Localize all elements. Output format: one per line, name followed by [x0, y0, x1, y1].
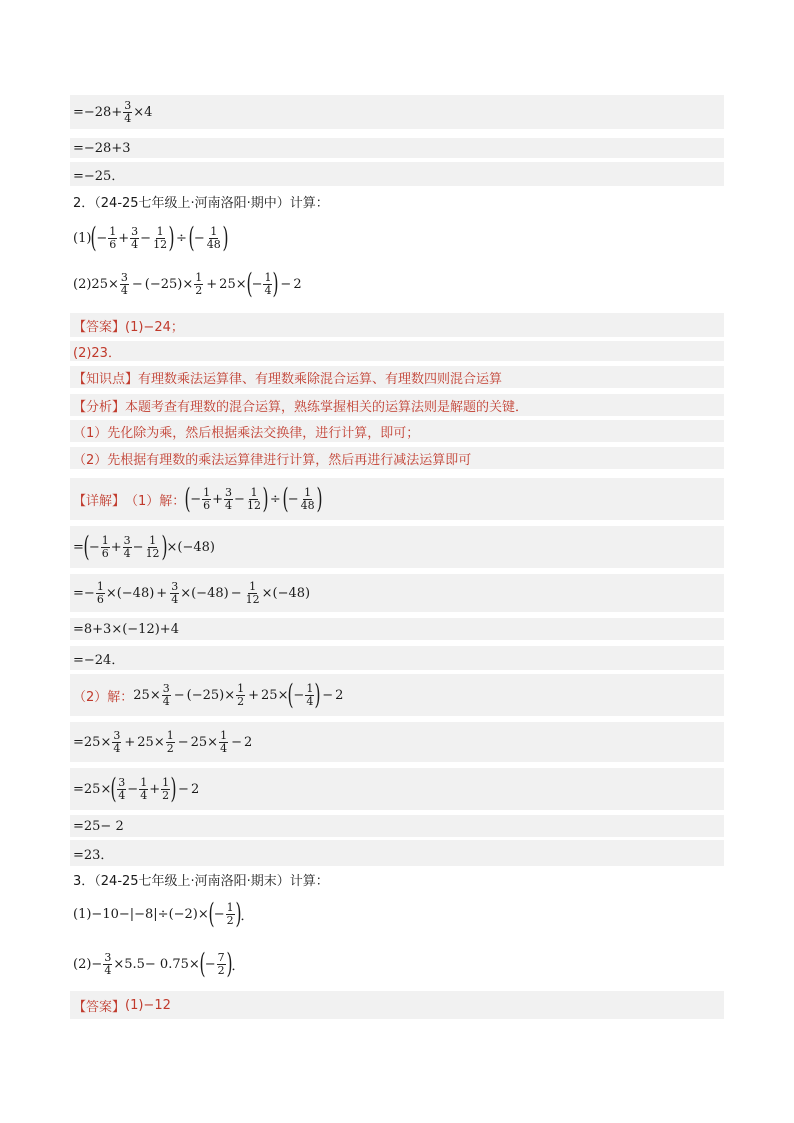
analysis-step-2: （2）先根据有理数的乘法运算律进行计算，然后再进行减法运算即可 — [70, 447, 724, 469]
answer-line: 【答案】 (1)−24； — [70, 313, 724, 337]
math-expression: 25 × $\frac{3}{4}$ − (−25) × $\frac{1}{2}$ + 25 × ( − $\frac{1}{4}$ ) − 2 — [133, 678, 344, 711]
fraction: $\frac{1}{2}$ — [166, 728, 174, 755]
fraction: $\frac{1}{12}$ — [153, 224, 168, 251]
fraction: $\frac{1}{4}$ — [140, 775, 148, 802]
question-2-header: 2．（24-25七年级上·河南洛阳·期中）计算： — [73, 195, 329, 211]
solution-1-result: =−24． — [70, 646, 724, 670]
fraction: $\frac{1}{12}$ — [145, 533, 160, 560]
solution-1-step-1 — [70, 526, 724, 568]
fraction: $\frac{3}{4}$ — [120, 270, 128, 297]
fraction: $\frac{1}{4}$ — [306, 681, 314, 708]
fraction: $\frac{1}{2}$ — [195, 270, 203, 297]
fraction: $\frac{1}{6}$ — [203, 485, 211, 512]
answer-line-2: (2)23． — [70, 341, 724, 361]
fraction: $\frac{1}{12}$ — [246, 485, 261, 512]
fraction: $\frac{1}{12}$ — [245, 579, 260, 606]
fraction: $\frac{1}{48}$ — [206, 224, 221, 251]
question-3-header: 3．（24-25七年级上·河南洛阳·期末）计算： — [73, 873, 329, 889]
fraction: $\frac{3}{4}$ — [124, 98, 132, 125]
detail-part-2: （2）解： 25 × $\frac{3}{4}$ − (−25) × $\frac{1}{2}$ + 25 × ( − $\frac{1}{4}$ ) − 2 — [70, 674, 724, 716]
knowledge-point: 【知识点】 有理数乘法运算律、有理数乘除混合运算、有理数四则混合运算 — [70, 366, 724, 388]
math-expression: = 25 × ( $\frac{3}{4}$ − $\frac{1}{4}$ + $\frac{1}{2}$ ) − 2 — [73, 772, 200, 805]
solution-1-step-3: =8+3×(−12)+4 — [70, 618, 724, 640]
solution-2-step-3: =25− 2 — [70, 815, 724, 837]
question-2-part-1 — [70, 218, 724, 258]
prev-step-1 — [70, 95, 724, 129]
solution-2-result: =23． — [70, 840, 724, 866]
question-2-part-2 — [70, 264, 724, 304]
fraction: $\frac{3}{4}$ — [113, 728, 121, 755]
detail-part-1: 【详解】 （1）解： ( − $\frac{1}{6}$ + $\frac{3}{4}$ − $\frac{1}{12}$ ) ÷ ( − $\frac{1}{48}$ ) — [70, 478, 724, 520]
math-expression: = 25 × $\frac{3}{4}$ + 25 × $\frac{1}{2}$ − 25 × $\frac{1}{4}$ − 2 — [73, 728, 253, 755]
fraction: $\frac{1}{2}$ — [237, 681, 245, 708]
math-expression: (1) ( − $\frac{1}{6}$ + $\frac{3}{4}$ − $\frac{1}{12}$ ) ÷ ( − $\frac{1}{48}$ ) — [73, 221, 229, 254]
math-expression: (2) 25 × $\frac{3}{4}$ − (−25) × $\frac{1}{2}$ + 25 × ( − $\frac{1}{4}$ ) − 2 — [73, 267, 302, 300]
fraction: $\frac{1}{4}$ — [264, 270, 272, 297]
fraction: $\frac{3}{4}$ — [104, 950, 112, 977]
question-3-part-2 — [70, 944, 724, 984]
fraction: $\frac{1}{4}$ — [220, 728, 228, 755]
fraction: $\frac{1}{48}$ — [300, 485, 315, 512]
fraction: $\frac{7}{2}$ — [217, 950, 225, 977]
analysis: 【分析】 本题考查有理数的混合运算，熟练掌握相关的运算法则是解题的关键． — [70, 394, 724, 416]
prev-step-2: =−28+3 — [70, 138, 724, 158]
question-3-part-1 — [70, 894, 724, 934]
question-3-answer: 【答案】 (1)−12 — [70, 991, 724, 1019]
fraction: $\frac{3}{4}$ — [131, 224, 139, 251]
fraction: $\frac{1}{2}$ — [226, 900, 234, 927]
fraction: $\frac{3}{4}$ — [123, 533, 131, 560]
analysis-step-1: （1）先化除为乘，然后根据乘法交换律，进行计算，即可； — [70, 420, 724, 442]
fraction: $\frac{1}{6}$ — [96, 579, 104, 606]
solution-2-step-1 — [70, 722, 724, 762]
solution-1-step-2 — [70, 574, 724, 612]
fraction: $\frac{1}{6}$ — [101, 533, 109, 560]
solution-2-step-2 — [70, 768, 724, 810]
math-expression: (2) − $\frac{3}{4}$ ×5.5− 0.75× ( − $\frac{7}{2}$ ) ． — [73, 947, 245, 980]
math-expression: =−28+ $\frac{3}{4}$ ×4 — [73, 98, 153, 125]
fraction: $\frac{3}{4}$ — [225, 485, 233, 512]
math-expression: ( − $\frac{1}{6}$ + $\frac{3}{4}$ − $\frac{1}{12}$ ) ÷ ( − $\frac{1}{48}$ ) — [184, 482, 323, 515]
fraction: $\frac{1}{6}$ — [109, 224, 117, 251]
fraction: $\frac{3}{4}$ — [171, 579, 179, 606]
prev-step-3: =−25． — [70, 162, 724, 186]
fraction: $\frac{1}{2}$ — [162, 775, 170, 802]
fraction: $\frac{3}{4}$ — [118, 775, 126, 802]
fraction: $\frac{3}{4}$ — [162, 681, 170, 708]
math-expression: = − $\frac{1}{6}$ × (−48) + $\frac{3}{4}$ × (−48) − $\frac{1}{12}$ × (−48) — [73, 579, 311, 606]
math-expression: (1) −10−|−8|÷(−2)× ( − $\frac{1}{2}$ ) ． — [73, 897, 254, 930]
math-expression: = ( − $\frac{1}{6}$ + $\frac{3}{4}$ − $\frac{1}{12}$ ) × (−48) — [73, 530, 215, 563]
